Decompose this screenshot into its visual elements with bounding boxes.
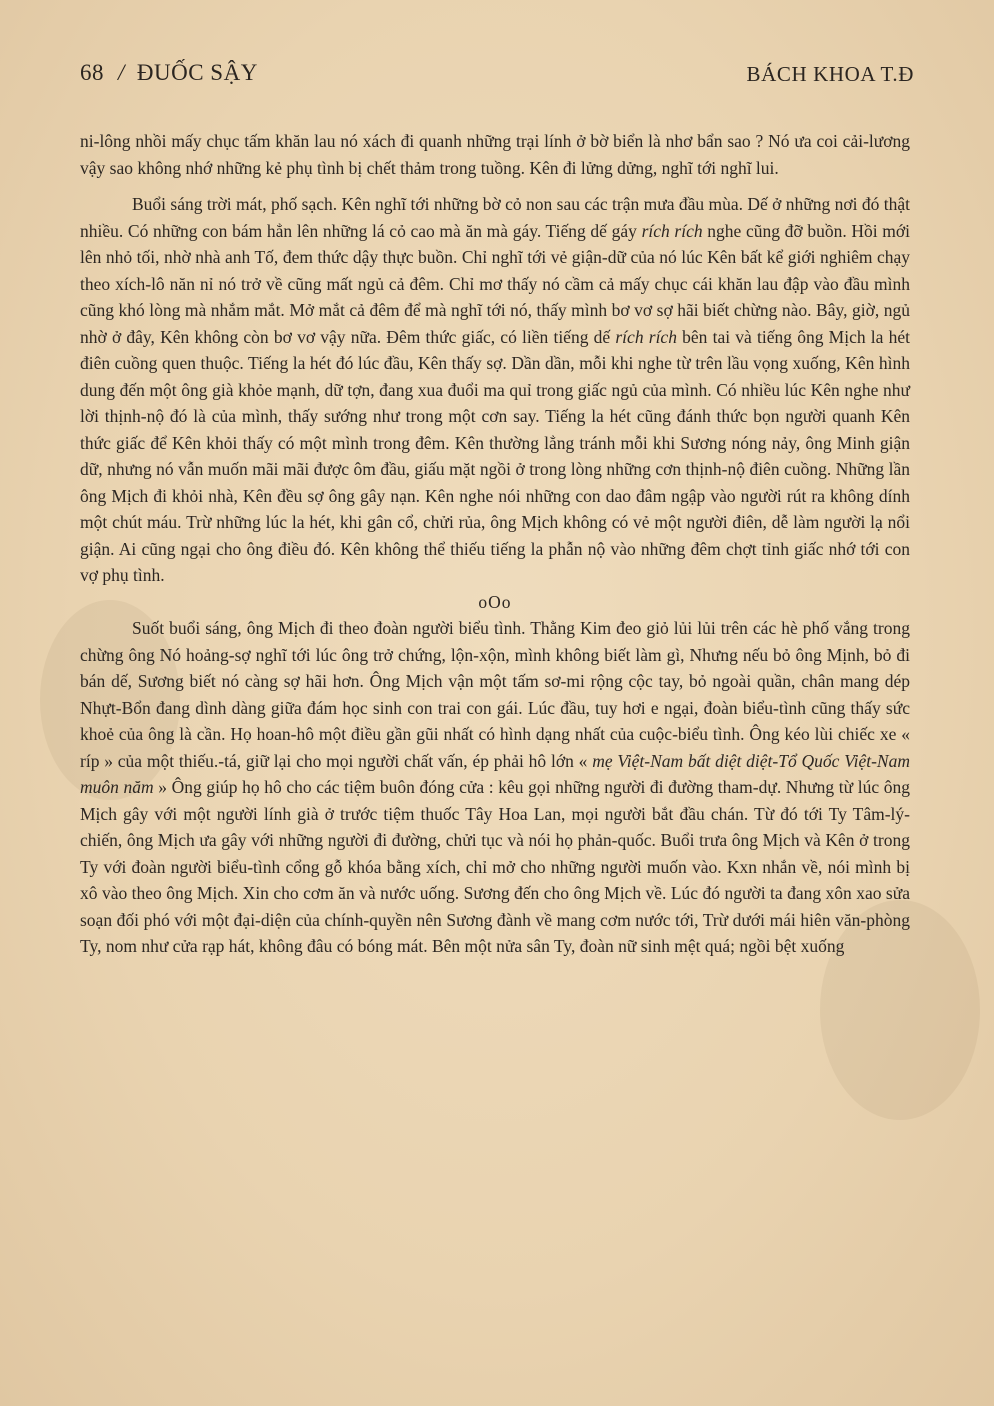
- text-run: đâm ngập vào người rút ra không dính một chút máu. Trừ những lúc la hét, khi gân cổ, chửi rủa, ông Mịch không có vẻ một người điên, dễ làm người lạ nổi giận. Ai cũng ngại cho ông điều đó. Kên không thể thiếu tiếng la phẫn nộ vào những đêm chợt tỉnh giấc nhớ tới con vợ phụ tình.: [80, 485, 910, 585]
- text-run: » Ông giúp họ hô cho các tiệm buôn đóng cửa : kêu gọi những người đi đường tham-dự. Nhưng từ lúc ông Mịch gây với một người lính già ở trước tiệm thuốc Tây Hoa Lan, mọi người bắt đầu chán. Từ đó tới Ty Tâm-lý-chiến, ông Mịch ưa gây với những người đi đường, chửi tục và nói họ phản-quốc. Buổi trưa ông Mịch và Kên ở trong Ty với đoàn người biểu-tình cổng gỗ khóa bằng xích, chỉ mở cho những người muốn vào. Kxn nhắn về, nói mình bị xô vào theo ông Mịch. Xin cho cơm ăn và nước uống. Sương đến cho ông Mịch về. Lúc đó người ta đang xôn xao sửa soạn đối phó với một đại-diện của chính-quyền nên Sương đành về mang cơm nước tới, Trừ dưới mái hiên văn-phòng Ty, nom như cửa rạp hát, không đâu có bóng mát. Bên một nửa sân Ty, đoàn nữ sinh mệt quá; ngồi bệt xuống: [80, 777, 911, 956]
- paragraph: ni-lông nhồi mấy chục tấm khăn lau nó xách đi quanh những trại lính ở bờ biển là nhơ bẩn sao ? Nó ưa coi cải-lương vậy sao không nhớ những kẻ phụ tình bị chết thảm trong tuồng. Kên đi lửng dửng, nghĩ tới nghĩ lui.: [80, 131, 910, 178]
- text-run: Buổi sáng trời mát, phố sạch. Kên nghĩ tới những bờ cỏ non sau các trận mưa đầu mùa. Dế ở những nơi đó thật nhiều. Có những con bám hẳn lên những lá cỏ cao mà ăn mà gáy. Tiếng dế gáy: [80, 194, 910, 241]
- paragraph: [80, 615, 910, 960]
- text-run: Suốt buổi sáng, ông Mịch đi theo đoàn người biểu tình. Thằng Kim đeo giỏ lủi lủi trên các hè phố vắng trong chừng ông Nó hoảng-sợ nghĩ tới lúc ông trở chứng, lộn-xộn, mình không biết làm gì, Nhưng nếu bỏ ông Mịnh, bỏ đi bán dế, Sương biết nó càng sợ hãi hơn. Ông Mịch vận một tấm sơ-mi rộng cộc tay, bỏ ngoài quần, chân mang dép Nhựt-Bổn đang dình dàng giữa đám học sinh con trai con gái. Lúc đầu, tuy hơi e ngại, đoàn biểu-tình cũng thấy sức khoẻ của ông là cần. Họ hoan-hô một điều gần gũi nhất có hình dạng nhất của cuộc-biểu tình. Ông kéo lùi chiếc xe « ríp » của một thiếu.-tá, giữ lại cho mọi người chất vấn, ép phải hô lớn «: [80, 618, 910, 771]
- page-number: 68: [80, 60, 104, 85]
- header-slash: /: [118, 60, 125, 85]
- italic-run: rích rích: [615, 326, 677, 347]
- paragraph: [80, 191, 910, 589]
- header-left: [80, 60, 258, 86]
- text-run: nghe cũng đỡ buồn. Hồi mới lên nhỏ tối, nhờ nhà anh Tố, đem thức dậy thực buồn. Chỉ nghĩ tới vẻ giận-dữ của nó lúc Kên bất kể giới nghiêm chạy theo xích-lô năn nỉ nó trở về cũng mất ngủ cả đêm. Chỉ mơ thấy nó cầm cả mấy chục cái khăn lau đập vào đầu mình cũng khó lòng mà nhắm mắt. Mở mắt cả đêm để mà nghĩ tới nó, thấy mình bơ vơ sợ hãi biết chừng nào. Bây, giờ, ngủ nhờ ở đây, Kên không còn bơ vơ vậy nữa. Đêm thức giấc, có liền tiếng dế: [80, 220, 910, 347]
- text-run: bên tai và tiếng ông Mịch la hét điên cuồng quen thuộc. Tiếng la hét đó lúc đầu, Kên thấy sợ. Dần dần, mỗi khi nghe từ trên lầu vọng xuống, Kên hình dung đến một ông già khỏe mạnh, dữ tợn, đang xua đuổi ma quỉ trong giấc ngủ của mình. Có nhiều lúc Kên nghe như lời thịnh-nộ đó là của mình, thấy sướng như trong một cơn say. Tiếng la hét cũng đánh thức bọn người quanh Kên thức giấc để Kên khỏi thấy có một mình trong đêm. Kên thường lẳng tránh mỗi khi Sương nóng nảy, ông Minh giận dữ, nhưng nó vẫn muốn mãi mãi được ôm đầu, giấu mặt ngồi ở trong lòng những cơn thịnh-nộ điên cuồng. Những lần ông Mịch đi khỏi nhà, Kên đều sợ ông gây nạn. Kên nghe nói những con dao: [80, 326, 911, 506]
- article-body: [80, 128, 910, 960]
- italic-run: mẹ Việt-Nam bất diệt diệt-Tổ Quốc Việt-Nam muôn năm: [80, 750, 910, 797]
- journal-title: BÁCH KHOA T.Đ: [746, 62, 914, 86]
- section-title: ĐUỐC SẬY: [136, 60, 258, 85]
- section-separator: oOo: [478, 591, 512, 612]
- italic-run: rích rích: [641, 220, 703, 241]
- running-header: [80, 60, 914, 100]
